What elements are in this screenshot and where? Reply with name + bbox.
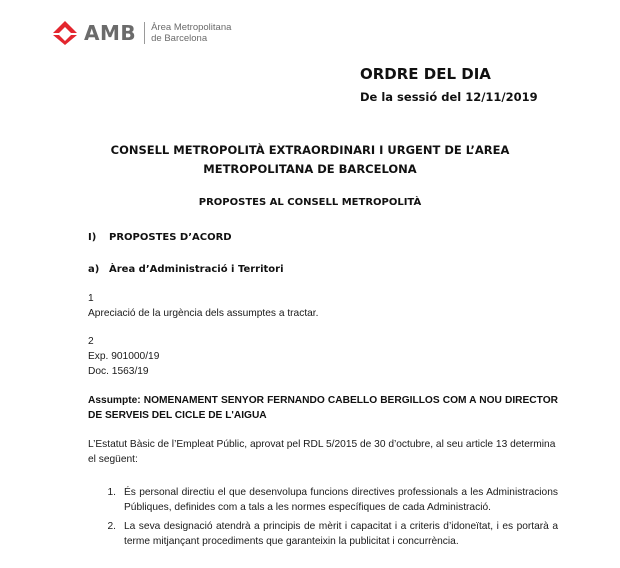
- section-i-label: PROPOSTES D’ACORD: [109, 232, 232, 243]
- subject-text: NOMENAMENT SENYOR FERNANDO CABELLO BERGILLOS COM A NOU DIRECTOR DE SERVEIS DEL CICLE DE L'AIGUA: [88, 395, 558, 421]
- agenda-item-2: [88, 334, 159, 379]
- org-name-line1: Àrea Metropolitana: [151, 22, 232, 33]
- org-name: [151, 22, 231, 44]
- item-2-number: 2: [88, 336, 94, 347]
- council-heading-line2: METROPOLITANA DE BARCELONA: [203, 162, 417, 176]
- item-2-doc: Doc. 1563/19: [88, 366, 149, 377]
- org-name-line2: de Barcelona: [151, 33, 208, 44]
- list-item-text: És personal directiu el que desenvolupa funcions directives professionals a les Administracions Públiques, definides com a tals a les normes específiques de cada Administració.: [124, 487, 558, 513]
- session-date: De la sessió del 12/11/2019: [360, 90, 538, 104]
- subject-label: Assumpte:: [88, 395, 141, 406]
- document-title: ORDRE DEL DIA: [360, 65, 491, 83]
- item-2-exp: Exp. 901000/19: [88, 351, 160, 362]
- section-a-number: a): [88, 264, 100, 275]
- agenda-item-1: [88, 291, 318, 321]
- item-1-number: 1: [88, 293, 94, 304]
- proposals-heading: PROPOSTES AL CONSELL METROPOLITÀ: [198, 197, 422, 208]
- council-heading: [60, 141, 560, 179]
- amb-logo-icon: [52, 20, 78, 46]
- item-2-subject: [88, 393, 558, 423]
- list-item-text: La seva designació atendrà a principis de mèrit i capacitat i a criteris d’idoneïtat, i es portarà a terme mitjançant procediments que garanteixin la publicitat i concurrència.: [124, 521, 558, 547]
- item-1-text: Apreciació de la urgència dels assumptes a tractar.: [88, 308, 319, 319]
- amb-logo: [52, 20, 231, 46]
- article-13-list: [88, 485, 558, 553]
- item-2-paragraph: L’Estatut Bàsic de l’Empleat Públic, aprovat pel RDL 5/2015 de 30 d’octubre, al seu article 13 determina el següent:: [88, 439, 556, 465]
- list-item: [88, 485, 558, 515]
- logo-divider: [144, 22, 145, 44]
- list-item-number: 2.: [107, 521, 116, 532]
- list-item-number: 1.: [107, 487, 116, 498]
- section-a-label: Àrea d’Administració i Territori: [109, 264, 284, 275]
- logo-text: AMB: [84, 21, 137, 45]
- list-item: [88, 519, 558, 549]
- section-i: [88, 232, 232, 243]
- section-a: [88, 264, 284, 275]
- section-i-number: I): [88, 232, 97, 243]
- council-heading-line1: CONSELL METROPOLITÀ EXTRAORDINARI I URGENT DE L’AREA: [110, 143, 510, 157]
